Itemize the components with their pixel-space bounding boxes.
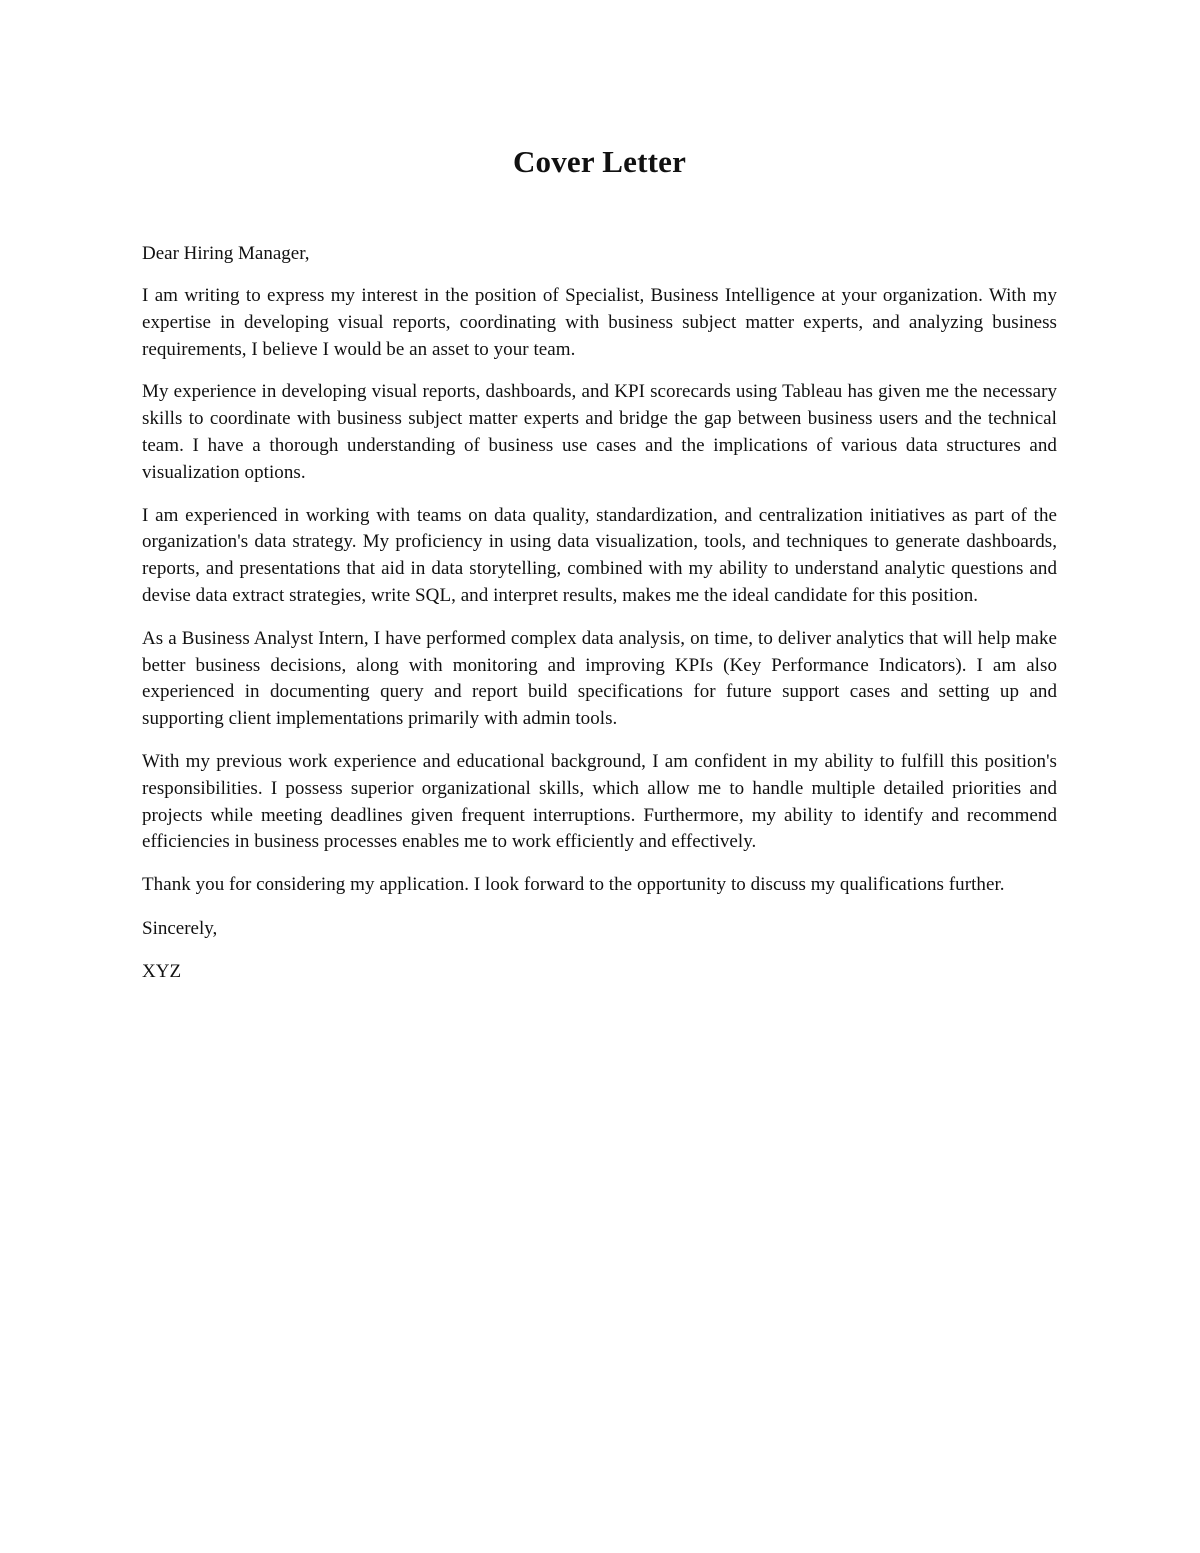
paragraph-thanks: Thank you for considering my application. I look forward to the opportunity to discuss my qualifications further.: [142, 874, 1005, 896]
paragraph-tableau-experience: My experience in developing visual reports, dashboards, and KPI scorecards using Tableau has given me the necessary skills to coordinate with business subject matter experts and bridge the gap between business users and the technical team. I have a thorough understanding of business use cases and the implications of various data structures and visualization options.: [142, 381, 1057, 483]
letter-body: [142, 140, 1057, 985]
paragraph-qualifications: With my previous work experience and educational background, I am confident in my ability to fulfill this position's responsibilities. I possess superior organizational skills, which allow me to handle multiple detailed priorities and projects while meeting deadlines given frequent interruptions. Furthermore, my ability to identify and recommend efficiencies in business processes enables me to work efficiently and effectively.: [142, 750, 1057, 853]
signature: XYZ: [142, 960, 182, 982]
salutation: Dear Hiring Manager,: [142, 243, 310, 264]
paragraph-intro: I am writing to express my interest in the position of Specialist, Business Intelligence at your organization. With my expertise in developing visual reports, coordinating with business subject matter experts, and analyzing business requirements, I believe I would be an asset to your team.: [142, 285, 1057, 360]
paragraph-data-strategy: I am experienced in working with teams on data quality, standardization, and centralization initiatives as part of the organization's data strategy. My proficiency in using data visualization, tools, and techniques to generate dashboards, reports, and presentations that aid in data storytelling, combined with my ability to understand analytic questions and devise data extract strategies, write SQL, and interpret results, makes me the ideal candidate for this position.: [142, 504, 1057, 606]
document-title: Cover Letter: [512, 144, 687, 179]
closing: Sincerely,: [142, 917, 218, 939]
paragraph-internship: As a Business Analyst Intern, I have performed complex data analysis, on time, to deliver analytics that will help make better business decisions, along with monitoring and improving KPIs (Key Performance Indicators). I am also experienced in documenting query and report build specifications for future support cases and setting up and supporting client implementations primarily with admin tools.: [142, 627, 1057, 730]
